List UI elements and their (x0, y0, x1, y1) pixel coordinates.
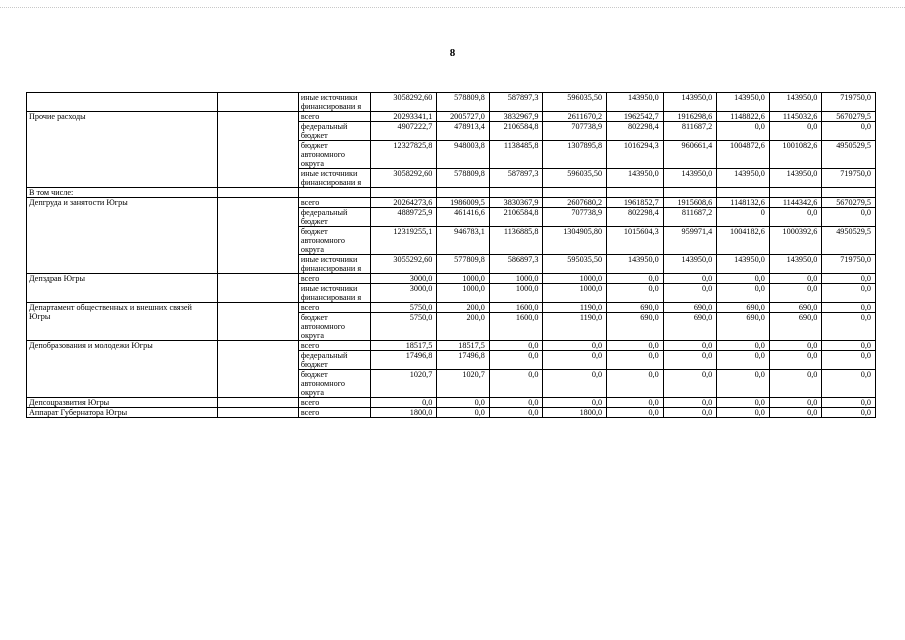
value-cell: 1190,0 (543, 313, 607, 341)
value-cell: 0,0 (607, 341, 664, 351)
value-cell: 0,0 (370, 398, 437, 408)
table-row (27, 398, 876, 408)
scan-header-noise (0, 7, 905, 12)
value-cell: 18517,5 (437, 341, 490, 351)
value-cell: 959971,4 (663, 227, 717, 255)
value-cell: 1915608,6 (663, 198, 717, 208)
value-cell: 3058292,60 (370, 169, 437, 188)
funding-source-cell: иные источники финансировани я (298, 169, 370, 188)
value-cell: 4950529,5 (822, 227, 876, 255)
value-cell: 0,0 (489, 398, 543, 408)
value-cell: 0 (717, 208, 770, 227)
table-row (27, 93, 876, 112)
value-cell: 802298,4 (607, 208, 664, 227)
value-cell: 578809,8 (437, 93, 490, 112)
value-cell: 1020,7 (437, 370, 490, 398)
value-cell: 143950,0 (663, 255, 717, 274)
value-cell: 690,0 (717, 303, 770, 313)
value-cell: 0,0 (663, 370, 717, 398)
value-cell: 143950,0 (607, 255, 664, 274)
value-cell: 5750,0 (370, 313, 437, 341)
value-cell: 587897,3 (489, 169, 543, 188)
value-cell: 0,0 (717, 351, 770, 370)
value-cell: 200,0 (437, 313, 490, 341)
value-cell: 0,0 (769, 341, 822, 351)
value-cell (607, 188, 664, 198)
spacer-cell (218, 93, 299, 112)
value-cell: 0,0 (489, 370, 543, 398)
row-name-cell: Депздрав Югры (27, 274, 218, 303)
value-cell: 1916298,6 (663, 112, 717, 122)
value-cell: 0,0 (822, 313, 876, 341)
value-cell: 0,0 (663, 351, 717, 370)
value-cell: 1001082,6 (769, 141, 822, 169)
funding-source-cell: всего (298, 303, 370, 313)
value-cell: 0,0 (769, 208, 822, 227)
value-cell: 707738,9 (543, 122, 607, 141)
value-cell: 0,0 (607, 351, 664, 370)
value-cell: 1962542,7 (607, 112, 664, 122)
value-cell: 0,0 (489, 408, 543, 418)
value-cell: 1138485,8 (489, 141, 543, 169)
value-cell: 1986009,5 (437, 198, 490, 208)
value-cell: 0,0 (717, 398, 770, 408)
value-cell: 0,0 (822, 341, 876, 351)
value-cell: 946783,1 (437, 227, 490, 255)
value-cell: 143950,0 (663, 93, 717, 112)
value-cell: 0,0 (769, 370, 822, 398)
value-cell: 1016294,3 (607, 141, 664, 169)
value-cell: 0,0 (822, 284, 876, 303)
value-cell: 0,0 (663, 284, 717, 303)
value-cell: 17496,8 (437, 351, 490, 370)
value-cell: 143950,0 (717, 93, 770, 112)
funding-source-cell: федеральный бюджет (298, 351, 370, 370)
value-cell: 0,0 (437, 398, 490, 408)
value-cell: 1148132,6 (717, 198, 770, 208)
value-cell: 578809,8 (437, 169, 490, 188)
value-cell: 5670279,5 (822, 198, 876, 208)
value-cell: 719750,0 (822, 255, 876, 274)
row-name-cell: Аппарат Губернатора Югры (27, 408, 218, 418)
funding-source-cell: федеральный бюджет (298, 122, 370, 141)
spacer-cell (218, 188, 299, 198)
value-cell: 595035,50 (543, 255, 607, 274)
value-cell: 20264273,6 (370, 198, 437, 208)
value-cell: 1000392,6 (769, 227, 822, 255)
value-cell: 586897,3 (489, 255, 543, 274)
value-cell: 12319255,1 (370, 227, 437, 255)
table-row (27, 188, 876, 198)
value-cell: 143950,0 (717, 169, 770, 188)
value-cell: 143950,0 (717, 255, 770, 274)
value-cell: 20293341,1 (370, 112, 437, 122)
value-cell: 0,0 (717, 408, 770, 418)
value-cell: 3055292,60 (370, 255, 437, 274)
value-cell: 4907222,7 (370, 122, 437, 141)
funding-source-cell: всего (298, 274, 370, 284)
value-cell: 1307895,8 (543, 141, 607, 169)
value-cell: 461416,6 (437, 208, 490, 227)
value-cell: 0,0 (769, 284, 822, 303)
value-cell: 707738,9 (543, 208, 607, 227)
row-name-cell: Департамент общественных и внешних связей Югры (27, 303, 218, 341)
value-cell: 719750,0 (822, 169, 876, 188)
value-cell: 811687,2 (663, 208, 717, 227)
value-cell: 0,0 (543, 351, 607, 370)
funding-source-cell: бюджет автономного округа (298, 313, 370, 341)
funding-source-cell: бюджет автономного округа (298, 227, 370, 255)
value-cell: 0,0 (489, 341, 543, 351)
row-name-cell: Депобразования и молодежи Югры (27, 341, 218, 398)
funding-source-cell: всего (298, 198, 370, 208)
value-cell: 1020,7 (370, 370, 437, 398)
value-cell: 596035,50 (543, 169, 607, 188)
spacer-cell (218, 112, 299, 188)
value-cell: 1000,0 (543, 284, 607, 303)
value-cell: 1190,0 (543, 303, 607, 313)
value-cell: 1004182,6 (717, 227, 770, 255)
funding-source-cell (298, 188, 370, 198)
value-cell: 1148822,6 (717, 112, 770, 122)
value-cell (489, 188, 543, 198)
value-cell: 0,0 (607, 408, 664, 418)
value-cell: 948003,8 (437, 141, 490, 169)
spacer-cell (218, 398, 299, 408)
value-cell: 4889725,9 (370, 208, 437, 227)
value-cell: 1144342,6 (769, 198, 822, 208)
value-cell: 587897,3 (489, 93, 543, 112)
value-cell: 143950,0 (607, 93, 664, 112)
value-cell: 12327825,8 (370, 141, 437, 169)
value-cell: 690,0 (663, 313, 717, 341)
spacer-cell (218, 341, 299, 398)
value-cell: 0,0 (769, 351, 822, 370)
value-cell: 0,0 (717, 274, 770, 284)
value-cell: 0,0 (489, 351, 543, 370)
spacer-cell (218, 303, 299, 341)
funding-source-cell: федеральный бюджет (298, 208, 370, 227)
value-cell: 0,0 (543, 341, 607, 351)
value-cell: 690,0 (663, 303, 717, 313)
value-cell: 0,0 (822, 208, 876, 227)
budget-table (26, 92, 876, 418)
value-cell: 0,0 (822, 351, 876, 370)
value-cell: 690,0 (769, 303, 822, 313)
value-cell: 0,0 (607, 284, 664, 303)
value-cell: 0,0 (543, 398, 607, 408)
row-name-cell: Прочие расходы (27, 112, 218, 188)
table-row (27, 274, 876, 284)
value-cell: 1004872,6 (717, 141, 770, 169)
value-cell: 1145032,6 (769, 112, 822, 122)
value-cell (437, 188, 490, 198)
value-cell: 18517,5 (370, 341, 437, 351)
value-cell: 2611670,2 (543, 112, 607, 122)
value-cell: 0,0 (607, 398, 664, 408)
value-cell: 0,0 (717, 284, 770, 303)
value-cell: 960661,4 (663, 141, 717, 169)
budget-table-body (27, 93, 876, 418)
table-row (27, 341, 876, 351)
value-cell: 0,0 (607, 370, 664, 398)
row-name-cell (27, 93, 218, 112)
value-cell: 1600,0 (489, 313, 543, 341)
value-cell: 0,0 (822, 398, 876, 408)
funding-source-cell: всего (298, 408, 370, 418)
value-cell: 1961852,7 (607, 198, 664, 208)
value-cell: 143950,0 (607, 169, 664, 188)
row-name-cell: В том числе: (27, 188, 218, 198)
value-cell: 3832967,9 (489, 112, 543, 122)
value-cell: 1600,0 (489, 303, 543, 313)
value-cell: 478913,4 (437, 122, 490, 141)
value-cell: 1000,0 (489, 284, 543, 303)
value-cell: 0,0 (607, 274, 664, 284)
value-cell: 0,0 (663, 408, 717, 418)
value-cell: 1000,0 (543, 274, 607, 284)
value-cell: 0,0 (769, 398, 822, 408)
value-cell: 3058292,60 (370, 93, 437, 112)
value-cell: 596035,50 (543, 93, 607, 112)
value-cell: 143950,0 (663, 169, 717, 188)
value-cell: 3000,0 (370, 284, 437, 303)
value-cell: 0,0 (822, 122, 876, 141)
value-cell (370, 188, 437, 198)
value-cell: 0,0 (717, 122, 770, 141)
funding-source-cell: иные источники финансировани я (298, 93, 370, 112)
value-cell: 200,0 (437, 303, 490, 313)
value-cell: 0,0 (663, 341, 717, 351)
value-cell: 0,0 (543, 370, 607, 398)
value-cell: 0,0 (437, 408, 490, 418)
value-cell: 2106584,8 (489, 122, 543, 141)
row-name-cell: Депгруда и занятости Югры (27, 198, 218, 274)
value-cell: 1000,0 (437, 274, 490, 284)
value-cell (822, 188, 876, 198)
value-cell: 5750,0 (370, 303, 437, 313)
table-row (27, 303, 876, 313)
row-name-cell: Депсоцразвития Югры (27, 398, 218, 408)
value-cell: 1800,0 (543, 408, 607, 418)
spacer-cell (218, 198, 299, 274)
value-cell: 2106584,8 (489, 208, 543, 227)
value-cell: 1000,0 (489, 274, 543, 284)
funding-source-cell: всего (298, 341, 370, 351)
value-cell: 690,0 (607, 303, 664, 313)
value-cell: 1304905,80 (543, 227, 607, 255)
value-cell: 2607680,2 (543, 198, 607, 208)
value-cell: 0,0 (822, 408, 876, 418)
spacer-cell (218, 274, 299, 303)
value-cell: 3000,0 (370, 274, 437, 284)
funding-source-cell: иные источники финансировани я (298, 284, 370, 303)
value-cell: 143950,0 (769, 255, 822, 274)
page-number: 8 (449, 47, 456, 59)
value-cell: 0,0 (717, 341, 770, 351)
value-cell (717, 188, 770, 198)
value-cell: 811687,2 (663, 122, 717, 141)
funding-source-cell: бюджет автономного округа (298, 141, 370, 169)
value-cell: 577809,8 (437, 255, 490, 274)
funding-source-cell: бюджет автономного округа (298, 370, 370, 398)
value-cell: 2005727,0 (437, 112, 490, 122)
value-cell: 0,0 (822, 274, 876, 284)
value-cell: 5670279,5 (822, 112, 876, 122)
value-cell: 1000,0 (437, 284, 490, 303)
value-cell (543, 188, 607, 198)
value-cell: 0,0 (663, 274, 717, 284)
spacer-cell (218, 408, 299, 418)
table-row (27, 112, 876, 122)
value-cell: 719750,0 (822, 93, 876, 112)
value-cell: 143950,0 (769, 169, 822, 188)
value-cell: 690,0 (769, 313, 822, 341)
value-cell: 0,0 (822, 303, 876, 313)
funding-source-cell: всего (298, 398, 370, 408)
value-cell: 17496,8 (370, 351, 437, 370)
value-cell: 143950,0 (769, 93, 822, 112)
value-cell: 0,0 (769, 274, 822, 284)
value-cell: 3830367,9 (489, 198, 543, 208)
value-cell: 4950529,5 (822, 141, 876, 169)
value-cell: 1136885,8 (489, 227, 543, 255)
value-cell: 0,0 (717, 370, 770, 398)
value-cell: 0,0 (769, 122, 822, 141)
table-row (27, 198, 876, 208)
value-cell: 0,0 (822, 370, 876, 398)
value-cell: 0,0 (663, 398, 717, 408)
value-cell: 1800,0 (370, 408, 437, 418)
value-cell: 690,0 (607, 313, 664, 341)
value-cell (769, 188, 822, 198)
funding-source-cell: всего (298, 112, 370, 122)
value-cell: 0,0 (769, 408, 822, 418)
table-row (27, 408, 876, 418)
value-cell: 802298,4 (607, 122, 664, 141)
funding-source-cell: иные источники финансировани я (298, 255, 370, 274)
value-cell: 690,0 (717, 313, 770, 341)
value-cell: 1015604,3 (607, 227, 664, 255)
value-cell (663, 188, 717, 198)
